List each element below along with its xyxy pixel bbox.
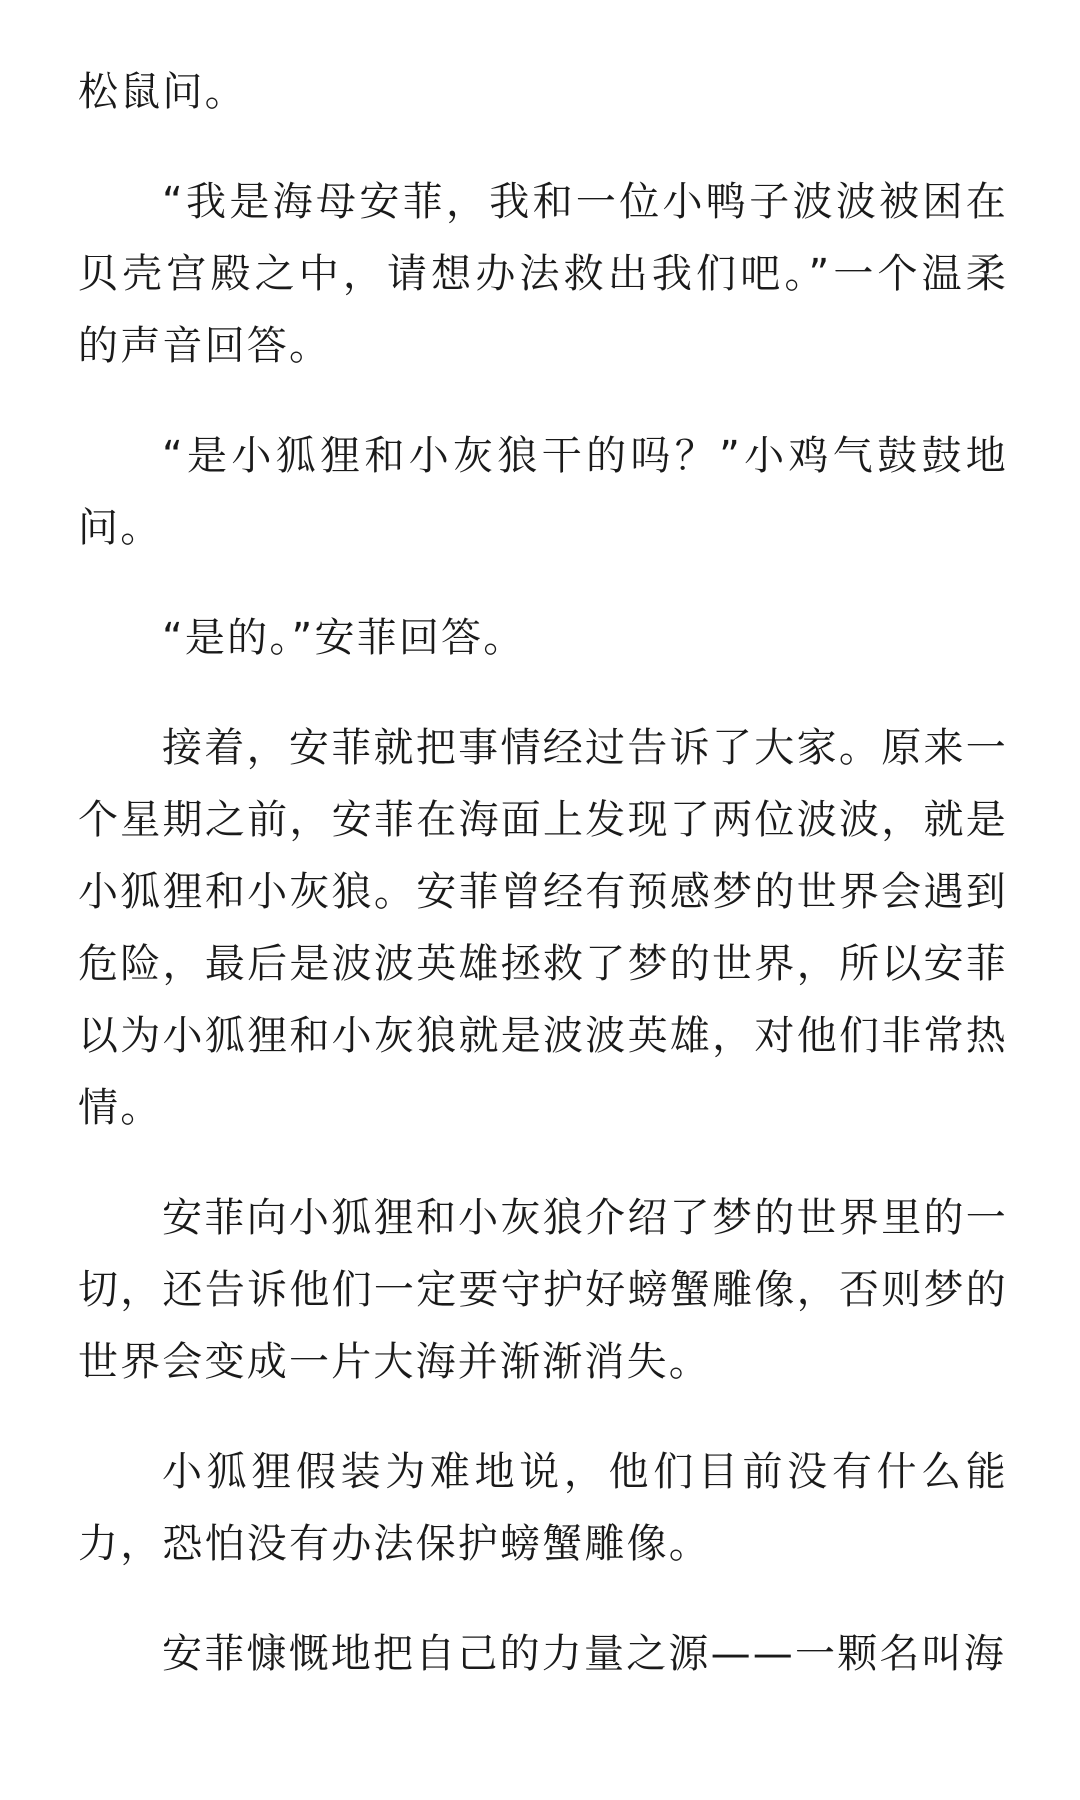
paragraph-5: 接着，安菲就把事情经过告诉了大家。原来一个星期之前，安菲在海面上发现了两位波波，就是小狐狸和小灰狼。安菲曾经有预感梦的世界会遇到危险，最后是波波英雄拯救了梦的世界，所以安菲以为小狐狸和小灰狼就是波波英雄，对他们非常热情。	[78, 725, 1008, 1131]
paragraph-3: “是小狐狸和小灰狼干的吗？”小鸡气鼓鼓地问。	[78, 433, 1008, 551]
paragraph-1: 松鼠问。	[78, 69, 247, 115]
paragraph-7: 小狐狸假装为难地说，他们目前没有什么能力，恐怕没有办法保护螃蟹雕像。	[78, 1449, 1008, 1567]
paragraph-8: 安菲慷慨地把自己的力量之源——一颗名叫海	[162, 1631, 1006, 1677]
paragraph-4: “是的。”安菲回答。	[162, 615, 526, 661]
paragraph-6: 安菲向小狐狸和小灰狼介绍了梦的世界里的一切，还告诉他们一定要守护好螃蟹雕像，否则梦的世界会变成一片大海并渐渐消失。	[78, 1195, 1008, 1385]
paragraph-2: “我是海母安菲，我和一位小鸭子波波被困在贝壳宫殿之中，请想办法救出我们吧。”一个温柔的声音回答。	[78, 179, 1008, 369]
story-text	[78, 56, 1008, 1728]
